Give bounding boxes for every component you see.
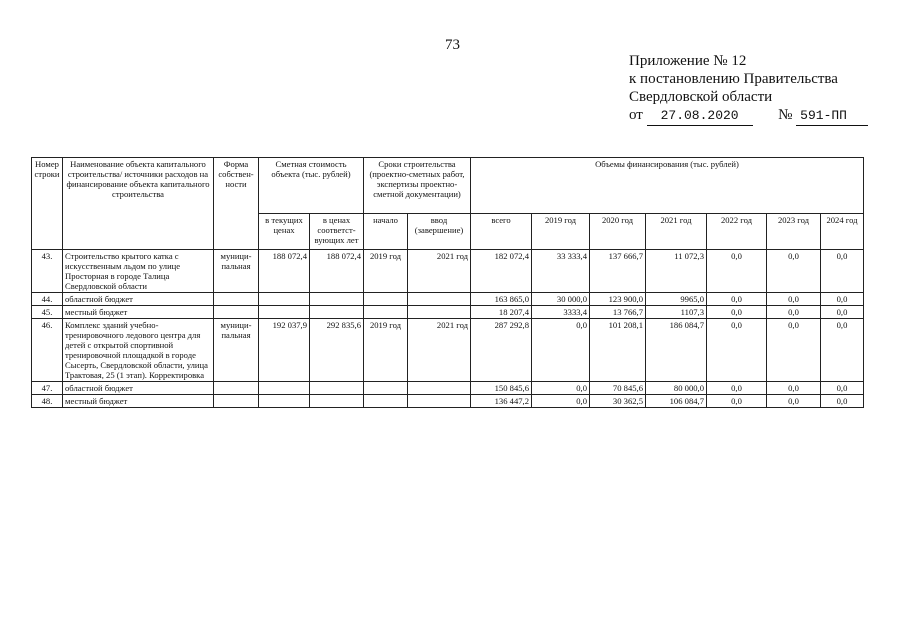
page-number: 73: [445, 37, 460, 53]
row-term-start: [364, 395, 408, 408]
row-number: 43.: [32, 250, 63, 293]
row-2023: 0,0: [767, 306, 821, 319]
row-ownership: [214, 293, 259, 306]
row-term-start: [364, 382, 408, 395]
row-total: 287 292,8: [471, 319, 532, 382]
header-row-number: Номер строки: [32, 158, 63, 250]
row-cost-matching: [310, 382, 364, 395]
row-2021: 1107,3: [646, 306, 707, 319]
row-2020: 101 208,1: [590, 319, 646, 382]
row-2022: 0,0: [707, 319, 767, 382]
appendix-header: [629, 52, 868, 126]
row-ownership: [214, 382, 259, 395]
row-term-start: 2019 год: [364, 319, 408, 382]
row-2021: 80 000,0: [646, 382, 707, 395]
row-2023: 0,0: [767, 395, 821, 408]
row-2022: 0,0: [707, 395, 767, 408]
row-2023: 0,0: [767, 250, 821, 293]
row-2023: 0,0: [767, 293, 821, 306]
row-2024: 0,0: [821, 306, 864, 319]
header-estimated-cost: Сметная стоимость объекта (тыс. рублей): [259, 158, 364, 214]
row-2024: 0,0: [821, 319, 864, 382]
row-cost-current: [259, 382, 310, 395]
table-row: [32, 319, 864, 382]
header-total: всего: [471, 214, 532, 250]
row-term-end: 2021 год: [408, 319, 471, 382]
header-term-end: ввод (завершение): [408, 214, 471, 250]
row-ownership: [214, 395, 259, 408]
row-term-end: [408, 395, 471, 408]
row-2020: 137 666,7: [590, 250, 646, 293]
row-2023: 0,0: [767, 382, 821, 395]
row-2021: 186 084,7: [646, 319, 707, 382]
row-2019: 0,0: [532, 395, 590, 408]
row-cost-current: [259, 306, 310, 319]
row-2021: 9965,0: [646, 293, 707, 306]
row-cost-matching: [310, 293, 364, 306]
header-financing: Объемы финансирования (тыс. рублей): [471, 158, 864, 214]
table-row: [32, 395, 864, 408]
row-cost-matching: 292 835,6: [310, 319, 364, 382]
row-2020: 70 845,6: [590, 382, 646, 395]
row-number: 48.: [32, 395, 63, 408]
row-2023: 0,0: [767, 319, 821, 382]
row-cost-current: 192 037,9: [259, 319, 310, 382]
row-total: 150 845,6: [471, 382, 532, 395]
table-row: [32, 250, 864, 293]
row-2019: 30 000,0: [532, 293, 590, 306]
header-2023: 2023 год: [767, 214, 821, 250]
row-ownership: муници-пальная: [214, 319, 259, 382]
row-2024: 0,0: [821, 395, 864, 408]
resolution-date: 27.08.2020: [647, 107, 753, 126]
table-row: [32, 293, 864, 306]
row-number: 47.: [32, 382, 63, 395]
appendix-resolution-line: к постановлению Правительства: [629, 71, 838, 87]
header-term-start: начало: [364, 214, 408, 250]
row-cost-current: [259, 395, 310, 408]
row-cost-current: [259, 293, 310, 306]
header-terms: Сроки строительства (проектно-сметных работ, экспертизы проектно-сметной документации): [364, 158, 471, 214]
row-name: местный бюджет: [63, 306, 214, 319]
row-name: областной бюджет: [63, 293, 214, 306]
row-2019: 0,0: [532, 382, 590, 395]
row-total: 18 207,4: [471, 306, 532, 319]
row-term-start: [364, 306, 408, 319]
row-2021: 106 084,7: [646, 395, 707, 408]
header-2020: 2020 год: [590, 214, 646, 250]
header-ownership: Форма собствен-ности: [214, 158, 259, 250]
row-total: 136 447,2: [471, 395, 532, 408]
row-total: 163 865,0: [471, 293, 532, 306]
row-2019: 3333,4: [532, 306, 590, 319]
row-ownership: [214, 306, 259, 319]
header-2021: 2021 год: [646, 214, 707, 250]
date-prefix: от: [629, 107, 643, 123]
row-term-end: [408, 382, 471, 395]
header-2022: 2022 год: [707, 214, 767, 250]
row-term-end: 2021 год: [408, 250, 471, 293]
number-prefix: №: [778, 107, 793, 123]
row-term-end: [408, 306, 471, 319]
row-cost-matching: [310, 395, 364, 408]
header-cost-current: в текущих ценах: [259, 214, 310, 250]
resolution-number: 591-ПП: [796, 107, 868, 126]
financing-table: [31, 157, 864, 408]
row-cost-matching: 188 072,4: [310, 250, 364, 293]
row-cost-current: 188 072,4: [259, 250, 310, 293]
row-2021: 11 072,3: [646, 250, 707, 293]
header-cost-matching: в ценах соответст-вующих лет: [310, 214, 364, 250]
table-row: [32, 306, 864, 319]
row-2022: 0,0: [707, 293, 767, 306]
row-2019: 0,0: [532, 319, 590, 382]
table-row: [32, 382, 864, 395]
row-number: 46.: [32, 319, 63, 382]
row-ownership: муници-пальная: [214, 250, 259, 293]
row-2022: 0,0: [707, 250, 767, 293]
row-number: 45.: [32, 306, 63, 319]
row-name: местный бюджет: [63, 395, 214, 408]
row-2020: 13 766,7: [590, 306, 646, 319]
row-2022: 0,0: [707, 382, 767, 395]
row-cost-matching: [310, 306, 364, 319]
row-2019: 33 333,4: [532, 250, 590, 293]
row-term-start: 2019 год: [364, 250, 408, 293]
row-name: Строительство крытого катка с искусственным льдом по улице Просторная в городе Талица Свердловской области: [63, 250, 214, 293]
header-2024: 2024 год: [821, 214, 864, 250]
row-name: Комплекс зданий учебно-тренировочного ледового центра для детей с открытой спортивной тренировочной площадкой в городе Сысерть, Свердловской области, улица Трактовая, 25 (1 этап). Корректировка: [63, 319, 214, 382]
row-2024: 0,0: [821, 250, 864, 293]
appendix-region-line: Свердловской области: [629, 89, 773, 105]
row-term-start: [364, 293, 408, 306]
header-2019: 2019 год: [532, 214, 590, 250]
appendix-date-line: [629, 106, 868, 126]
appendix-title: Приложение № 12: [629, 53, 747, 69]
row-name: областной бюджет: [63, 382, 214, 395]
row-2022: 0,0: [707, 306, 767, 319]
row-term-end: [408, 293, 471, 306]
row-2020: 30 362,5: [590, 395, 646, 408]
header-name: Наименование объекта капитального строительства/ источники расходов на финансирование объекта капитального строительства: [63, 158, 214, 250]
row-2020: 123 900,0: [590, 293, 646, 306]
row-2024: 0,0: [821, 382, 864, 395]
row-number: 44.: [32, 293, 63, 306]
row-2024: 0,0: [821, 293, 864, 306]
row-total: 182 072,4: [471, 250, 532, 293]
